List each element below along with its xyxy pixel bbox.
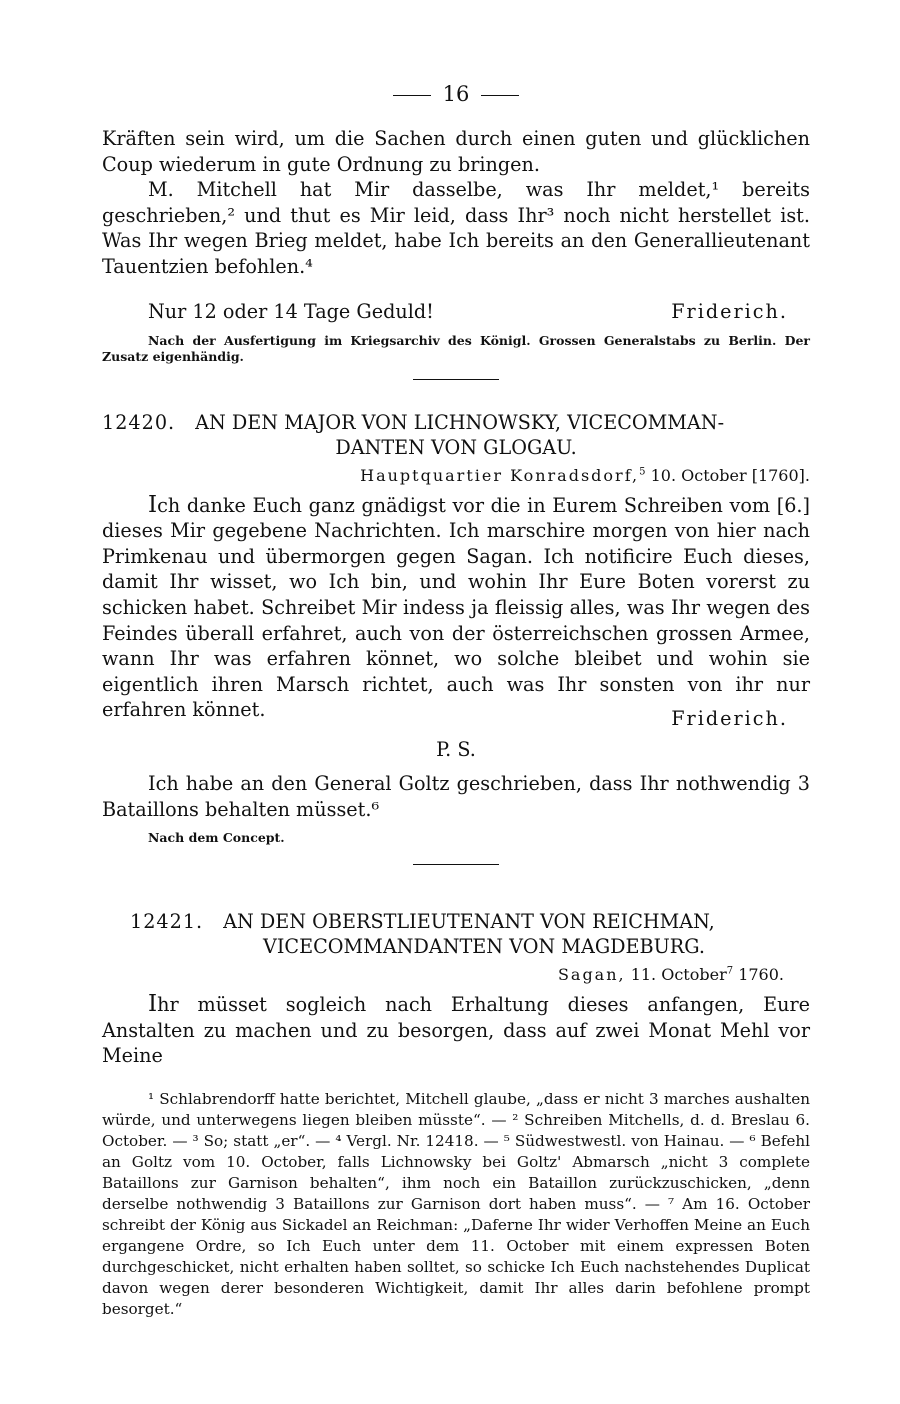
- letter-12420-place: Hauptquartier Konradsdorf,: [360, 465, 640, 485]
- letter-12420-ps-body: Ich habe an den General Goltz geschrieben, dass Ihr nothwendig 3 Bataillons behalten müsset.⁶: [102, 771, 810, 821]
- dash-right: [481, 95, 519, 96]
- letter-12420-number: 12420.: [102, 410, 176, 434]
- letter-12421-initial: I: [148, 991, 158, 1018]
- letter-12421-heading-line1: AN DEN OBERSTLIEUTENANT VON REICHMAN,: [223, 910, 715, 934]
- page-number: 16: [442, 82, 470, 106]
- letter-12421-number: 12421.: [130, 910, 204, 934]
- letter-12421-heading-line2: VICECOMMANDANTEN VON MAGDEBURG.: [262, 935, 705, 959]
- document-page: [102, 82, 810, 1320]
- letter-12420-dateline: [102, 466, 810, 485]
- letter-12420-ps-label: P. S.: [436, 737, 476, 761]
- letter-12420-body-text: ch danke Euch ganz gnädigst vor die in Eurem Schreiben vom [6.] dieses Mir gegebene Nachrichten. Ich marschire morgen von hier nach Primkenau und übermorgen gegen Sagan. Ich notificire Euch dieses, damit Ihr wisset, wo Ich bin, und wohin Ihr Eure Boten vorerst zu schicken habet. Schreibet Mir indess ja fleissig alles, was Ihr wegen des Feindes überall erfahret, auch von der österreichschen grossen Armee, wann Ihr was erfahren könnet, wo solche bleibet und wohin sie eigentlich ihren Marsch richtet, auch was Ihr sonsten von ihr nur erfahren könnet.: [102, 493, 810, 722]
- letter-12421-heading: [102, 909, 810, 959]
- section-divider-1: [413, 379, 499, 380]
- section-divider-2: [413, 864, 499, 865]
- intro-source-note: Nach der Ausfertigung im Kriegsarchiv des Königl. Grossen Generalstabs zu Berlin. Der Zusatz eigenhändig.: [102, 332, 810, 364]
- footnote-ref-7: 7: [726, 965, 734, 977]
- intro-signature: Friderich.: [671, 299, 788, 323]
- letter-12420-heading-line2: DANTEN VON GLOGAU.: [335, 435, 577, 459]
- page-number-line: [102, 82, 810, 106]
- letter-12420-heading-line1: AN DEN MAJOR VON LICHNOWSKY, VICECOMMAN-: [195, 410, 725, 434]
- letter-12420-signature: Friderich.: [671, 706, 788, 730]
- letter-12420-initial: I: [148, 491, 158, 518]
- intro-paragraph-2: M. Mitchell hat Mir dasselbe, was Ihr meldet,¹ bereits geschrieben,² und thut es Mir leid, dass Ihr³ noch nicht herstellet ist. Was Ihr wegen Brieg meldet, habe Ich bereits an den Generallieutenant Tauentzien befohlen.⁴: [102, 178, 810, 278]
- intro-closing-line: [148, 300, 788, 323]
- letter-12420-body: [102, 493, 810, 723]
- letter-12421-dateline: [102, 965, 784, 984]
- footnotes: ¹ Schlabrendorff hatte berichtet, Mitchell glaube, „dass er nicht 3 marches aushalten würde, und unterwegens liegen bleiben müsste“. — ² Schreiben Mitchells, d. d. Breslau 6. October. — ³ So; statt „er“. — ⁴ Vergl. Nr. 12418. — ⁵ Südwestwestl. von Hainau. — ⁶ Befehl an Goltz vom 10. October, falls Lichnowsky bei Goltz' Abmarsch „nicht 3 complete Bataillons zur Garnison behalten“, ihm noch ein Bataillon zurückzuschicken, „denn derselbe nothwendig 3 Bataillons zur Garnison dort haben muss“. — ⁷ Am 16. October schreibt der König aus Sickadel an Reichman: „Daferne Ihr wider Verhoffen Meine an Euch ergangene Ordre, so Ich Euch unter dem 11. October mit einem expressen Boten durchgeschicket, nicht erhalten haben solltet, so schicke Ich Euch nachstehendes Duplicat davon wegen derer besonderen Wichtigkeit, damit Ihr alles darin befohlene prompt besorget.“: [102, 1089, 810, 1318]
- footnote-ref-5: 5: [639, 466, 646, 478]
- letter-12421-body-text: hr müsset sogleich nach Erhaltung dieses anfangen, Eure Anstalten zu machen und zu besorgen, dass auf zwei Monat Mehl vor Meine: [102, 993, 810, 1068]
- letter-12421-date-a: 11. October: [625, 965, 727, 985]
- letter-12421-date-b: 1760.: [733, 965, 784, 985]
- letter-12421-place: Sagan,: [557, 965, 626, 985]
- intro-closing-text: Nur 12 oder 14 Tage Geduld!: [148, 299, 434, 323]
- letter-12420-heading: [102, 410, 810, 460]
- dash-left: [393, 95, 431, 96]
- letter-12421-body: [102, 992, 810, 1069]
- letter-12420-date: 10. October [1760].: [645, 465, 810, 485]
- letter-12420-source-note: Nach dem Concept.: [148, 830, 285, 846]
- intro-paragraph-1: Kräften sein wird, um die Sachen durch einen guten und glücklichen Coup wiederum in gute Ordnung zu bringen.: [102, 127, 810, 176]
